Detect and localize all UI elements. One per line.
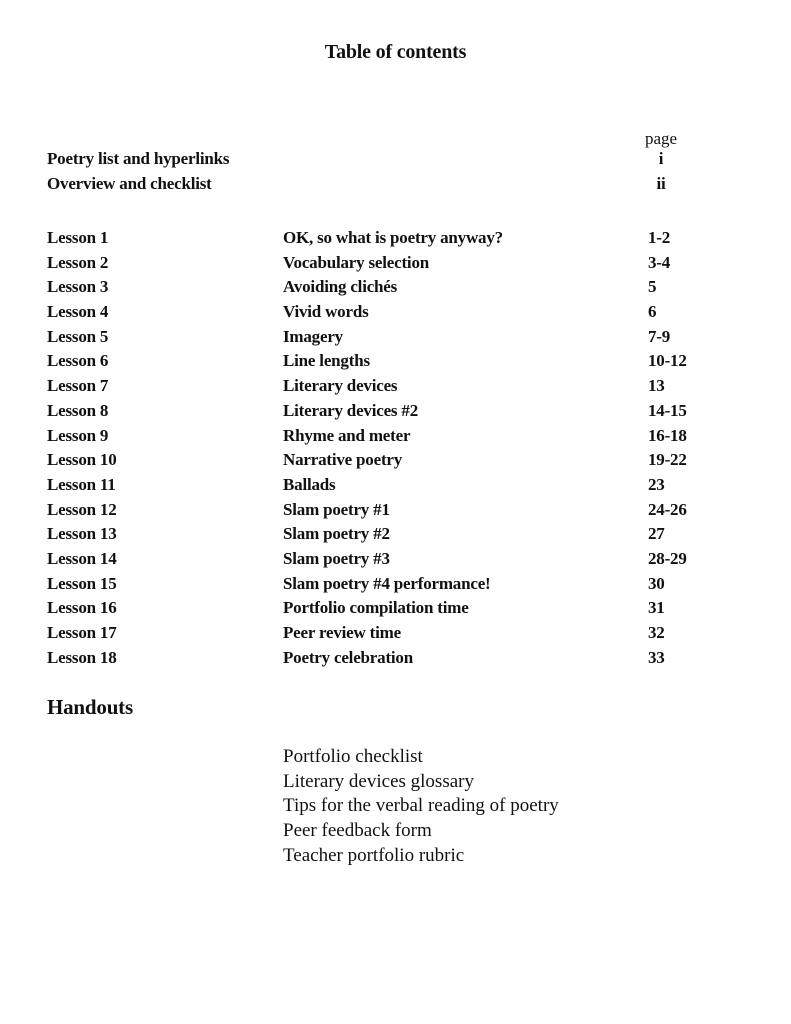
lesson-label: Lesson 15 — [47, 573, 117, 593]
lesson-label: Lesson 5 — [47, 326, 109, 346]
lesson-title: Peer review time — [283, 623, 401, 642]
lesson-label: Lesson 9 — [47, 425, 109, 445]
handout-item: Literary devices glossary — [283, 770, 474, 792]
lesson-page-numbers: 7-9 — [648, 326, 671, 346]
lesson-page-numbers: 24-26 — [648, 499, 687, 519]
lesson-title: Rhyme and meter — [283, 425, 411, 445]
lesson-label: Lesson 17 — [47, 623, 117, 642]
lesson-page-numbers: 16-18 — [648, 425, 687, 445]
lesson-page-numbers: 31 — [648, 598, 665, 618]
handout-item: Tips for the verbal reading of poetry — [283, 795, 559, 817]
lesson-title: Slam poetry #3 — [283, 548, 390, 568]
front-matter-label: Overview and checklist — [47, 174, 212, 193]
lesson-title: Narrative poetry — [283, 450, 403, 470]
lesson-row — [47, 498, 747, 523]
lesson-label: Lesson 10 — [47, 450, 117, 470]
front-matter-row — [47, 171, 747, 196]
front-matter-row — [47, 146, 747, 171]
lesson-row — [47, 325, 747, 350]
lesson-page-numbers: 10-12 — [648, 351, 687, 371]
lesson-page-numbers: 28-29 — [648, 548, 687, 568]
lesson-label: Lesson 2 — [47, 252, 109, 272]
lesson-row — [47, 275, 747, 300]
lesson-row — [47, 572, 747, 597]
lesson-title: Avoiding clichés — [283, 277, 398, 297]
lesson-label: Lesson 18 — [47, 647, 117, 667]
lesson-row — [47, 646, 747, 671]
lesson-title: Line lengths — [283, 351, 370, 371]
lesson-title: Literary devices — [283, 376, 398, 396]
lesson-label: Lesson 14 — [47, 548, 117, 568]
lesson-label: Lesson 11 — [47, 474, 116, 494]
lesson-page-numbers: 19-22 — [648, 450, 687, 470]
lesson-label: Lesson 1 — [47, 228, 109, 247]
front-matter-label: Poetry list and hyperlinks — [47, 149, 230, 168]
lesson-row — [47, 448, 747, 473]
lesson-label: Lesson 8 — [47, 400, 109, 420]
lesson-label: Lesson 13 — [47, 524, 117, 544]
lesson-title: Literary devices #2 — [283, 400, 418, 420]
page-column-header: page — [644, 129, 678, 148]
lesson-row — [47, 424, 747, 449]
lesson-label: Lesson 16 — [47, 598, 117, 618]
front-matter-list — [47, 146, 747, 196]
lesson-title: Poetry celebration — [283, 647, 413, 667]
lesson-page-numbers: 14-15 — [648, 400, 687, 420]
lesson-row — [47, 251, 747, 276]
lesson-title: Portfolio compilation time — [283, 598, 469, 618]
handouts-list — [283, 745, 763, 868]
lesson-row — [47, 522, 747, 547]
lesson-row — [47, 374, 747, 399]
page-title: Table of contents — [324, 41, 467, 63]
front-matter-page-number: ii — [656, 174, 666, 193]
lesson-label: Lesson 7 — [47, 376, 109, 396]
lesson-title: Slam poetry #1 — [283, 499, 390, 519]
lesson-page-numbers: 32 — [648, 623, 665, 642]
lesson-title: Imagery — [283, 326, 343, 346]
lesson-row — [47, 547, 747, 572]
lesson-page-numbers: 1-2 — [648, 228, 671, 247]
lesson-page-numbers: 23 — [648, 474, 665, 494]
lesson-label: Lesson 3 — [47, 277, 109, 297]
lesson-page-numbers: 13 — [648, 376, 665, 396]
lesson-page-numbers: 30 — [648, 573, 665, 593]
lesson-title: Ballads — [283, 474, 336, 494]
lesson-label: Lesson 12 — [47, 499, 117, 519]
lesson-row — [47, 226, 747, 251]
handouts-heading: Handouts — [47, 695, 133, 719]
lesson-title: Vivid words — [283, 302, 369, 322]
lesson-row — [47, 349, 747, 374]
lesson-row — [47, 596, 747, 621]
lesson-title: Slam poetry #4 performance! — [283, 573, 491, 593]
lesson-row — [47, 621, 747, 646]
lesson-label: Lesson 6 — [47, 351, 109, 371]
lesson-page-numbers: 3-4 — [648, 252, 671, 272]
lesson-title: Slam poetry #2 — [283, 524, 390, 544]
lessons-list — [47, 226, 747, 670]
lesson-page-numbers: 6 — [648, 302, 657, 322]
handout-item: Portfolio checklist — [283, 746, 423, 767]
lesson-title: Vocabulary selection — [283, 252, 430, 272]
lesson-row — [47, 473, 747, 498]
lesson-title: OK, so what is poetry anyway? — [283, 228, 503, 247]
lesson-label: Lesson 4 — [47, 302, 109, 322]
handout-item: Peer feedback form — [283, 820, 432, 842]
lesson-row — [47, 399, 747, 424]
front-matter-page-number: i — [658, 149, 664, 168]
lesson-page-numbers: 5 — [648, 277, 657, 297]
lesson-page-numbers: 27 — [648, 524, 665, 544]
lesson-row — [47, 300, 747, 325]
lesson-page-numbers: 33 — [648, 647, 665, 667]
handout-item: Teacher portfolio rubric — [283, 844, 465, 866]
